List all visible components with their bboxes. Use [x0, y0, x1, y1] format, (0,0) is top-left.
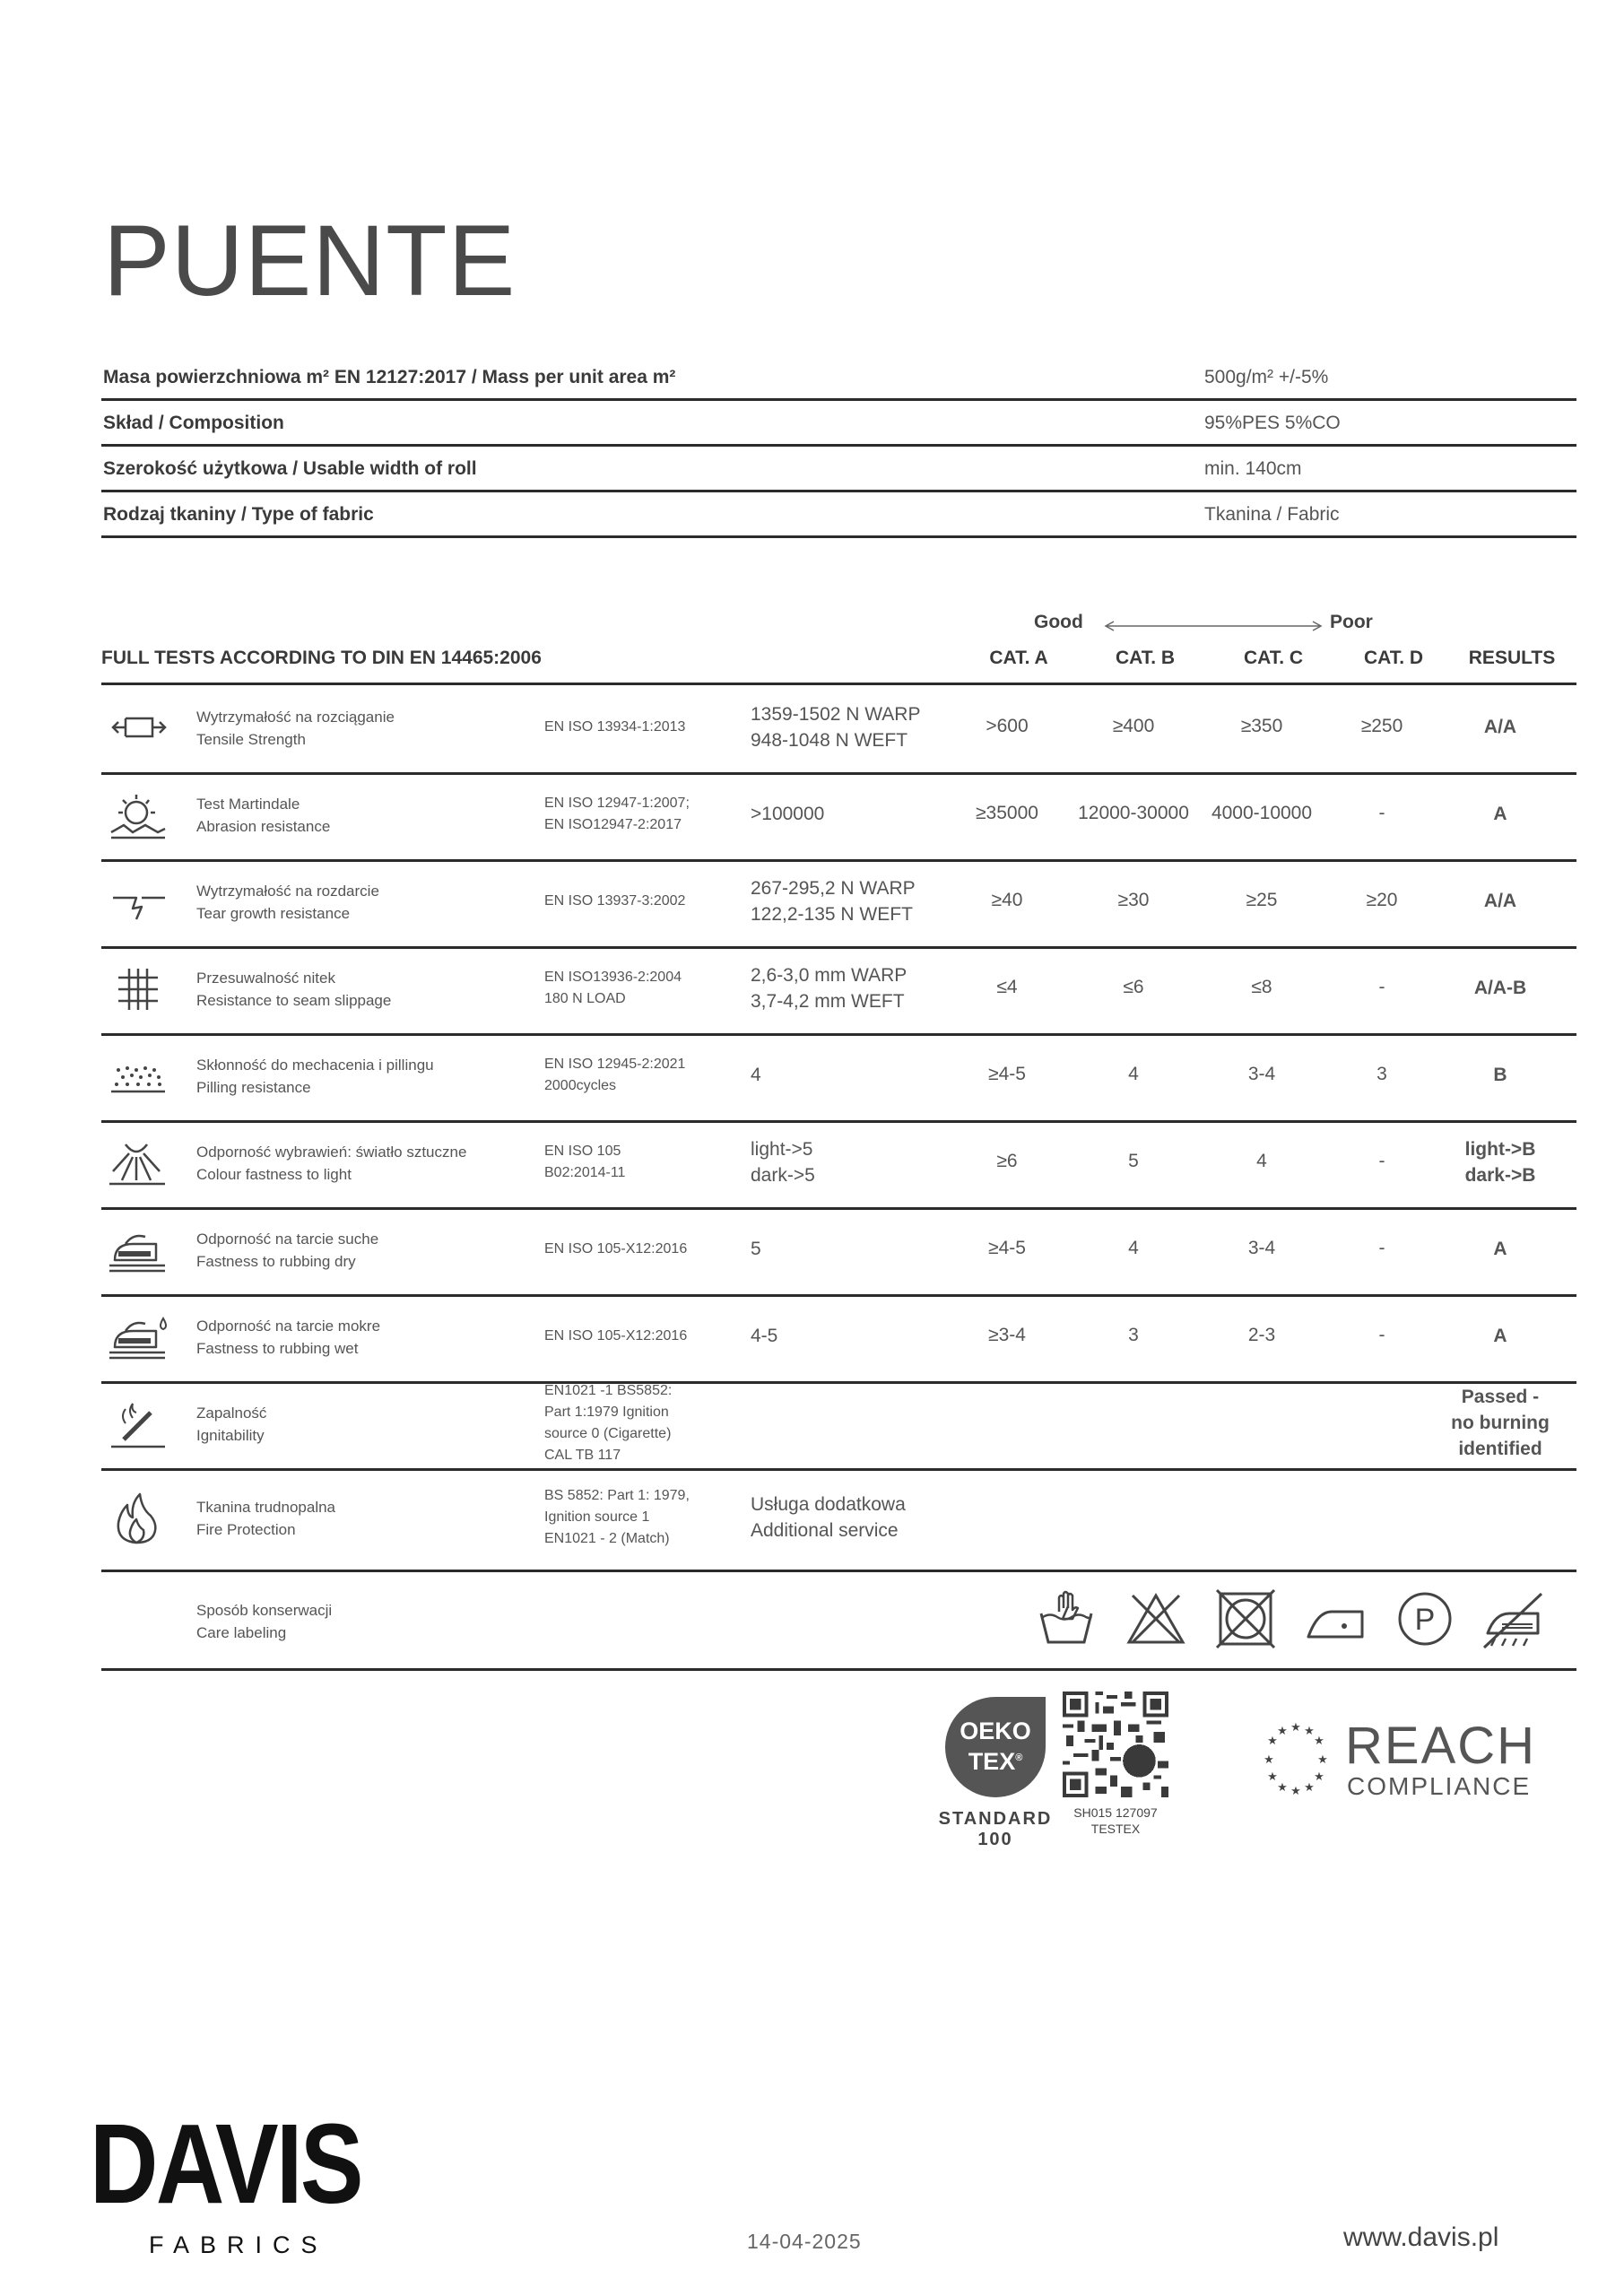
svg-text:★: ★ — [1314, 1735, 1324, 1748]
test-standard-line: EN ISO 12945-2:2021 — [544, 1057, 686, 1072]
test-result-line: A/A-B — [1473, 978, 1527, 998]
test-standard-line: EN ISO12947-2:2017 — [544, 817, 682, 832]
test-standard-line: 180 N LOAD — [544, 991, 626, 1006]
spec-label: Masa powierzchniowa m² EN 12127:2017 / Mass per unit area m² — [103, 367, 676, 387]
test-name-en: Pilling resistance — [196, 1079, 311, 1096]
cat-b-value: 5 — [1128, 1151, 1139, 1171]
test-value-line: dark->5 — [751, 1165, 815, 1186]
test-result-line: Passed - — [1461, 1387, 1540, 1407]
test-standard-line: EN ISO 13934-1:2013 — [544, 719, 686, 735]
cat-c-value: 4 — [1256, 1151, 1267, 1171]
test-name-pl: Wytrzymałość na rozciąganie — [196, 709, 395, 726]
cat-a-value: ≤4 — [996, 977, 1018, 997]
test-standard-line: EN ISO13936-2:2004 — [544, 970, 682, 985]
test-name-en: Fastness to rubbing dry — [196, 1253, 356, 1270]
cat-d-value: ≥250 — [1360, 716, 1403, 736]
test-result-line: A — [1493, 1239, 1507, 1259]
oeko-line1: OEKO — [960, 1718, 1031, 1744]
test-row — [101, 1294, 1576, 1384]
test-value — [751, 701, 920, 753]
test-value — [751, 1136, 815, 1188]
eu-stars-icon — [1255, 1719, 1336, 1800]
cat-c-value: ≥350 — [1240, 716, 1283, 736]
no-tumble-dry-icon — [1215, 1588, 1276, 1649]
test-value — [751, 962, 907, 1014]
ignitability-icon — [106, 1396, 173, 1450]
test-row — [101, 1033, 1576, 1123]
cat-c-value: 2-3 — [1247, 1325, 1276, 1345]
test-value-line: >100000 — [751, 804, 825, 824]
doc-date: 14-04-2025 — [747, 2230, 862, 2253]
test-name-pl: Test Martindale — [196, 796, 300, 813]
care-name-en: Care labeling — [196, 1624, 287, 1641]
cat-a-value: ≥3-4 — [988, 1325, 1026, 1345]
qr-code-icon — [1063, 1692, 1168, 1797]
cat-b-value: 12000-30000 — [1078, 803, 1189, 823]
good-poor-arrow-icon — [1103, 621, 1324, 631]
poor-label: Poor — [1330, 612, 1373, 632]
test-value — [751, 1323, 777, 1349]
good-label: Good — [1034, 612, 1083, 632]
test-standard-line: BS 5852: Part 1: 1979, — [544, 1488, 690, 1503]
oeko-tex-text — [951, 1718, 1040, 1775]
col-cat-b: CAT. B — [1115, 648, 1176, 668]
test-value-line: 5 — [751, 1239, 761, 1259]
cat-b-value: ≤6 — [1123, 977, 1144, 997]
cat-d-value: ≥20 — [1366, 890, 1398, 910]
cert-number — [1063, 1805, 1168, 1837]
cat-a-value: ≥4-5 — [988, 1238, 1026, 1258]
cat-b-value: 4 — [1128, 1238, 1139, 1258]
tests-heading: FULL TESTS ACCORDING TO DIN EN 14465:2006 — [101, 648, 542, 668]
test-result-line: light->B — [1464, 1139, 1536, 1160]
test-value-line: 267-295,2 N WARP — [751, 878, 916, 899]
cat-a-value: ≥4-5 — [988, 1064, 1026, 1084]
test-standard — [544, 1239, 724, 1260]
test-standard-line: EN1021 -1 BS5852: — [544, 1383, 673, 1398]
rubbing-dry-icon — [106, 1222, 173, 1276]
svg-text:★: ★ — [1277, 1781, 1288, 1795]
test-name-en: Resistance to seam slippage — [196, 992, 392, 1009]
rubbing-wet-icon — [106, 1309, 173, 1363]
test-result-line: A — [1493, 804, 1507, 824]
test-result-line: dark->B — [1464, 1165, 1536, 1186]
test-name — [196, 1228, 378, 1273]
cat-b-value: ≥400 — [1112, 716, 1155, 736]
test-standard-line: B02:2014-11 — [544, 1165, 626, 1180]
test-value-line: 2,6-3,0 mm WARP — [751, 965, 908, 986]
test-standard — [544, 891, 724, 912]
cert-lab: TESTEX — [1090, 1822, 1141, 1836]
test-result — [1437, 975, 1563, 1001]
test-value-line: 1359-1502 N WARP — [751, 704, 921, 725]
test-name-pl: Wytrzymałość na rozdarcie — [196, 883, 379, 900]
care-name-pl: Sposób konserwacji — [196, 1602, 333, 1619]
test-standard — [544, 793, 724, 836]
cat-c-value: ≥25 — [1246, 890, 1278, 910]
test-result — [1437, 1136, 1563, 1188]
test-name-pl: Odporność wybrawień: światło sztuczne — [196, 1144, 467, 1161]
test-standard — [544, 1054, 724, 1097]
test-name-en: Colour fastness to light — [196, 1166, 352, 1183]
svg-text:★: ★ — [1267, 1770, 1278, 1784]
test-row — [101, 1120, 1576, 1210]
col-results: RESULTS — [1468, 648, 1556, 668]
brand-logo: DAVIS — [90, 2100, 362, 2227]
test-name-en: Fastness to rubbing wet — [196, 1340, 359, 1357]
light-fastness-icon — [106, 1135, 173, 1189]
test-name-en: Tear growth resistance — [196, 905, 351, 922]
test-result-line: A/A — [1483, 717, 1517, 737]
test-name — [196, 880, 379, 925]
cat-c-value: 3-4 — [1247, 1064, 1276, 1084]
test-value-line: 4 — [751, 1065, 761, 1085]
cat-b-value: ≥30 — [1117, 890, 1150, 910]
test-value — [751, 875, 916, 927]
test-result-line: A/A — [1483, 891, 1517, 911]
cat-d-value: 3 — [1376, 1064, 1387, 1084]
website-link[interactable]: www.davis.pl — [1343, 2222, 1499, 2252]
reach-sub: COMPLIANCE — [1347, 1772, 1532, 1800]
test-standard-line: EN ISO 105-X12:2016 — [544, 1241, 688, 1257]
tensile-icon — [106, 700, 173, 754]
cat-c-value: 4000-10000 — [1211, 803, 1313, 823]
oeko-line2: TEX — [968, 1748, 1016, 1775]
spec-value: 500g/m² +/-5% — [1204, 367, 1329, 387]
test-value-line: light->5 — [751, 1139, 813, 1160]
test-result — [1437, 888, 1563, 914]
test-row — [101, 1381, 1576, 1471]
test-row — [101, 1207, 1576, 1297]
test-name-pl: Tkanina trudnopalna — [196, 1499, 336, 1516]
test-name-pl: Odporność na tarcie mokre — [196, 1318, 381, 1335]
test-name — [196, 706, 395, 751]
page-title: PUENTE — [103, 204, 517, 317]
test-standard-line: EN ISO 105 — [544, 1144, 621, 1159]
test-result-line: no burning — [1451, 1413, 1550, 1433]
spec-value: min. 140cm — [1204, 458, 1302, 479]
cat-c-value: ≤8 — [1251, 977, 1272, 997]
test-result — [1437, 714, 1563, 740]
test-standard-line: EN ISO 12947-1:2007; — [544, 796, 690, 811]
cat-a-value: ≥40 — [991, 890, 1023, 910]
col-cat-d: CAT. D — [1363, 648, 1424, 668]
no-steam-icon — [1482, 1588, 1543, 1649]
dry-clean-p-icon — [1394, 1588, 1455, 1649]
cat-d-value: - — [1378, 1151, 1385, 1171]
test-result — [1437, 1062, 1563, 1088]
test-standard — [544, 1380, 724, 1466]
cat-d-value: - — [1378, 1238, 1385, 1258]
test-standard — [544, 967, 724, 1010]
test-result-line: B — [1493, 1065, 1507, 1085]
svg-text:★: ★ — [1267, 1735, 1278, 1748]
col-cat-a: CAT. A — [989, 648, 1048, 668]
cat-b-value: 4 — [1128, 1064, 1139, 1084]
abrasion-icon — [106, 787, 173, 841]
cat-d-value: - — [1378, 803, 1385, 823]
brand-sub: FABRICS — [149, 2231, 328, 2258]
spec-label: Skład / Composition — [103, 413, 284, 433]
spec-row — [101, 355, 1576, 401]
test-value-line: 122,2-135 N WEFT — [751, 904, 913, 925]
test-name-en: Ignitability — [196, 1427, 265, 1444]
test-standard — [544, 717, 724, 738]
test-standard-line: Ignition source 1 — [544, 1509, 650, 1525]
standard-label: STANDARD — [938, 1809, 1053, 1829]
svg-text:★: ★ — [1304, 1725, 1315, 1738]
test-value-line: 3,7-4,2 mm WEFT — [751, 991, 905, 1012]
seam-slippage-icon — [106, 961, 173, 1015]
svg-text:★: ★ — [1290, 1785, 1301, 1798]
test-name-pl: Przesuwalność nitek — [196, 970, 335, 987]
spec-row — [101, 492, 1576, 538]
test-standard-line: EN1021 - 2 (Match) — [544, 1531, 670, 1546]
test-name — [196, 793, 330, 838]
svg-text:★: ★ — [1290, 1721, 1301, 1735]
spec-value: 95%PES 5%CO — [1204, 413, 1341, 433]
fire-protection-icon — [106, 1491, 173, 1544]
test-name — [196, 1315, 380, 1360]
svg-text:★: ★ — [1264, 1753, 1274, 1767]
test-value-line: Usługa dodatkowa — [751, 1494, 906, 1515]
test-name — [196, 1141, 466, 1186]
test-value — [751, 1062, 761, 1088]
iron-low-icon — [1305, 1588, 1366, 1649]
test-standard — [544, 1141, 724, 1184]
test-standard — [544, 1485, 724, 1550]
spec-row — [101, 401, 1576, 447]
test-name-en: Tensile Strength — [196, 731, 306, 748]
svg-text:★: ★ — [1317, 1753, 1328, 1767]
test-row — [101, 946, 1576, 1036]
test-result — [1437, 1323, 1563, 1349]
test-name-pl: Skłonność do mechacenia i pillingu — [196, 1057, 434, 1074]
care-row — [101, 1570, 1576, 1671]
test-row — [101, 1468, 1576, 1572]
standard-100 — [933, 1809, 1058, 1850]
test-name-en: Fire Protection — [196, 1521, 296, 1538]
standard-number: 100 — [977, 1830, 1013, 1849]
cat-a-value: >600 — [986, 716, 1029, 736]
test-result-line: A — [1493, 1326, 1507, 1346]
test-name-en: Abrasion resistance — [196, 818, 331, 835]
test-value — [751, 1492, 906, 1544]
test-name-pl: Odporność na tarcie suche — [196, 1231, 379, 1248]
oeko-reg: ® — [1015, 1752, 1023, 1763]
test-row — [101, 859, 1576, 949]
test-row — [101, 685, 1576, 775]
test-standard — [544, 1326, 724, 1347]
hand-wash-icon — [1036, 1588, 1097, 1649]
no-bleach-icon — [1125, 1588, 1186, 1649]
svg-text:★: ★ — [1304, 1781, 1315, 1795]
cat-d-value: - — [1378, 977, 1385, 997]
test-value — [751, 801, 824, 827]
cat-a-value: ≥35000 — [976, 803, 1038, 823]
cat-d-value: - — [1378, 1325, 1385, 1345]
col-cat-c: CAT. C — [1243, 648, 1304, 668]
test-result — [1437, 1236, 1563, 1262]
cat-c-value: 3-4 — [1247, 1238, 1276, 1258]
svg-text:★: ★ — [1277, 1725, 1288, 1738]
reach-title: REACH — [1345, 1717, 1537, 1775]
test-result-line: identified — [1458, 1439, 1542, 1459]
test-row — [101, 772, 1576, 862]
spec-table — [101, 355, 1576, 538]
test-result — [1437, 801, 1563, 827]
svg-text:P: P — [1414, 1603, 1436, 1637]
care-name — [196, 1599, 332, 1644]
test-value-line: Additional service — [751, 1520, 899, 1541]
test-standard-line: source 0 (Cigarette) — [544, 1426, 672, 1441]
cat-b-value: 3 — [1128, 1325, 1139, 1345]
test-name — [196, 1054, 434, 1099]
test-standard-line: CAL TB 117 — [544, 1448, 621, 1463]
test-standard-line: Part 1:1979 Ignition — [544, 1405, 669, 1420]
test-standard-line: 2000cycles — [544, 1078, 617, 1093]
test-name-pl: Zapalność — [196, 1405, 267, 1422]
test-standard-line: EN ISO 105-X12:2016 — [544, 1328, 688, 1344]
test-name — [196, 967, 391, 1012]
spec-label: Rodzaj tkaniny / Type of fabric — [103, 504, 374, 525]
spec-row — [101, 447, 1576, 492]
pilling-icon — [106, 1048, 173, 1102]
test-value — [751, 1236, 761, 1262]
cat-a-value: ≥6 — [996, 1151, 1018, 1171]
test-name — [196, 1496, 335, 1541]
test-value-line: 948-1048 N WEFT — [751, 730, 908, 751]
cert-code: SH015 127097 — [1073, 1805, 1158, 1820]
test-value-line: 4-5 — [751, 1326, 778, 1346]
test-standard-line: EN ISO 13937-3:2002 — [544, 893, 686, 909]
test-name — [196, 1402, 266, 1447]
spec-label: Szerokość użytkowa / Usable width of roll — [103, 458, 477, 479]
test-result — [1437, 1384, 1563, 1462]
tear-icon — [106, 874, 173, 928]
svg-text:★: ★ — [1314, 1770, 1324, 1784]
spec-value: Tkanina / Fabric — [1204, 504, 1340, 525]
